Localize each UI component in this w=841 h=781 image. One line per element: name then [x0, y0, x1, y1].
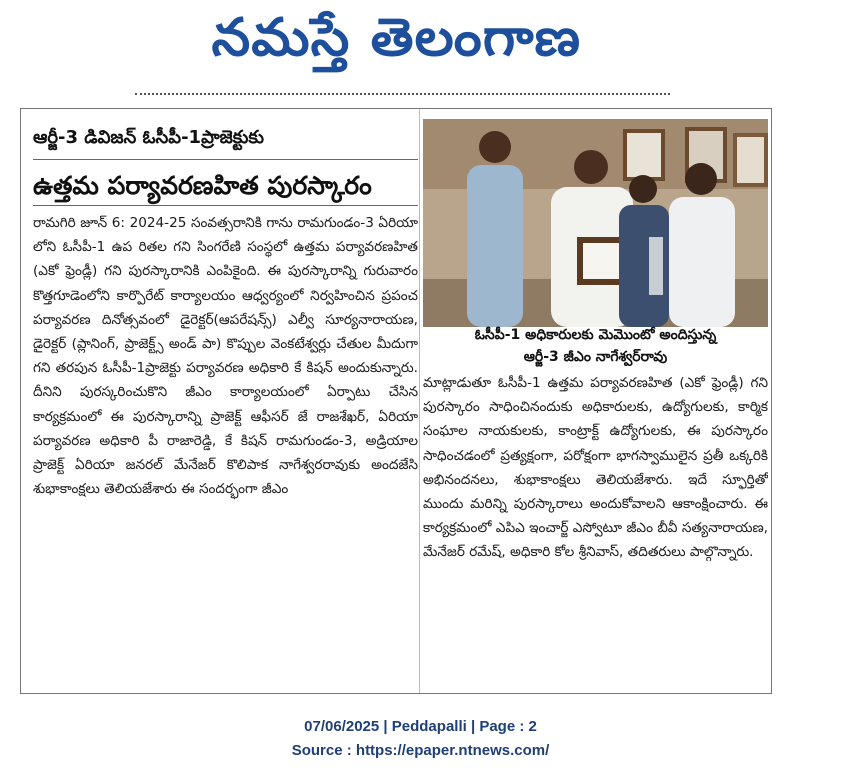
article-body-right-column: మాట్లాడుతూ ఓసీపీ-1 ఉత్తమ పర్యావరణహిత (ఎకో ఫ్రెండ్లీ) గని పురస్కారం సాధించినందుకు అధికారులకు, ఉద్యోగులకు, కార్మిక సంఘాల నాయకులకు, కాంట్రాక్ట్ ఉద్యోగులకు, ఈ పురస్కారం సాధించడంలో ప్రత్యక్షంగా, పరోక్షంగా భాగస్వాములైన ప్రతీ ఒక్కరికి అభినందనలు, శుభాకాంక్షలు తెలియజేశారు. ఇదే స్ఫూర్తితో ముందు మరిన్ని పురస్కారాలు అందుకోవాలని ఆకాంక్షించారు. ఈ కార్యక్రమంలో ఎపిఎ ఇంచార్జ్ ఎస్వోటూ జీఎం బీవీ సత్యనారాయణ, మేనేజర్ రమేష్, అధికారి కోల శ్రీనివాస్, తదితరులు పాల్గొన్నారు.	[423, 375, 768, 561]
footer-source: Source : https://epaper.ntnews.com/	[291, 742, 550, 759]
masthead-title: నమస్తే తెలంగాణ	[211, 8, 581, 68]
photo-illustration	[423, 119, 768, 327]
footer-date-page: 07/06/2025 | Peddapalli | Page : 2	[304, 718, 537, 735]
headline-divider-bottom	[33, 205, 418, 206]
masthead	[20, 2, 772, 82]
photo-caption-line1: ఓసీపీ-1 అధికారులకు మెమొంటో అందిస్తున్న	[474, 327, 717, 343]
column-divider	[419, 109, 420, 693]
article-body-left-column: రామగిరి జూన్ 6: 2024-25 సంవత్సరానికి గాను రామగుండం-3 ఏరియా లోని ఓసీపీ-1 ఉప రితల గని సింగరేణి సంస్థలో ఉత్తమ పర్యావరణహిత (ఎకో ఫ్రెండ్లీ) గని పురస్కారానికి ఎంపికైంది. ఈ పురస్కారాన్ని గురువారం కొత్తగూడెంలోని కార్పొరేట్ కార్యాలయం ఆధ్వర్యంలో నిర్వహించిన ప్రపంచ పర్యావరణ దినోత్సవంలో డైరెక్టర్(ఆపరేషన్స్) ఎల్వీ సూర్యనారాయణ, డైరెక్టర్ (ప్లానింగ్, ప్రాజెక్ట్స్ అండ్ పా) కొప్పుల వెంకటేశ్వర్లు చేతుల మీదుగా గని తరపున ఓసీపీ-1ప్రాజెక్టు పర్యావరణ అధికారి కే కిషన్ అందుకున్నారు. దీనిని పురస్కరించుకొని జీఎం కార్యాలయంలో ఏర్పాటు చేసిన కార్యక్రమంలో ఈ పురస్కారాన్ని ప్రాజెక్ట్ ఆఫీసర్ జే రాజశేఖర్, ఏరియా పర్యావరణ అధికారి పీ రాజారెడ్డి, కే కిషన్ రామగుండం-3, అడ్రియాల ప్రాజెక్ట్ ఏరియా జనరల్ మేనేజర్ కొలిపాక నాగేశ్వరరావుకు అందజేసి శుభాకాంక్షలు తెలియజేశారు ఈ సందర్భంగా జీఎం	[33, 215, 418, 498]
news-clipping	[20, 0, 772, 694]
article-headline-line2: ఉత్తమ పర్యావరణహిత పురస్కారం	[33, 171, 372, 200]
masthead-divider	[135, 93, 670, 98]
headline-divider	[33, 159, 418, 160]
article-photo	[423, 119, 768, 327]
article-headline-line1: ఆర్జీ-3 డివిజన్ ఓసీపీ-1ప్రాజెక్టుకు	[33, 127, 265, 148]
photo-caption-line2: ఆర్జీ-3 జీఎం నాగేశ్వర్‌రావు	[523, 349, 668, 365]
article-frame	[20, 108, 772, 694]
